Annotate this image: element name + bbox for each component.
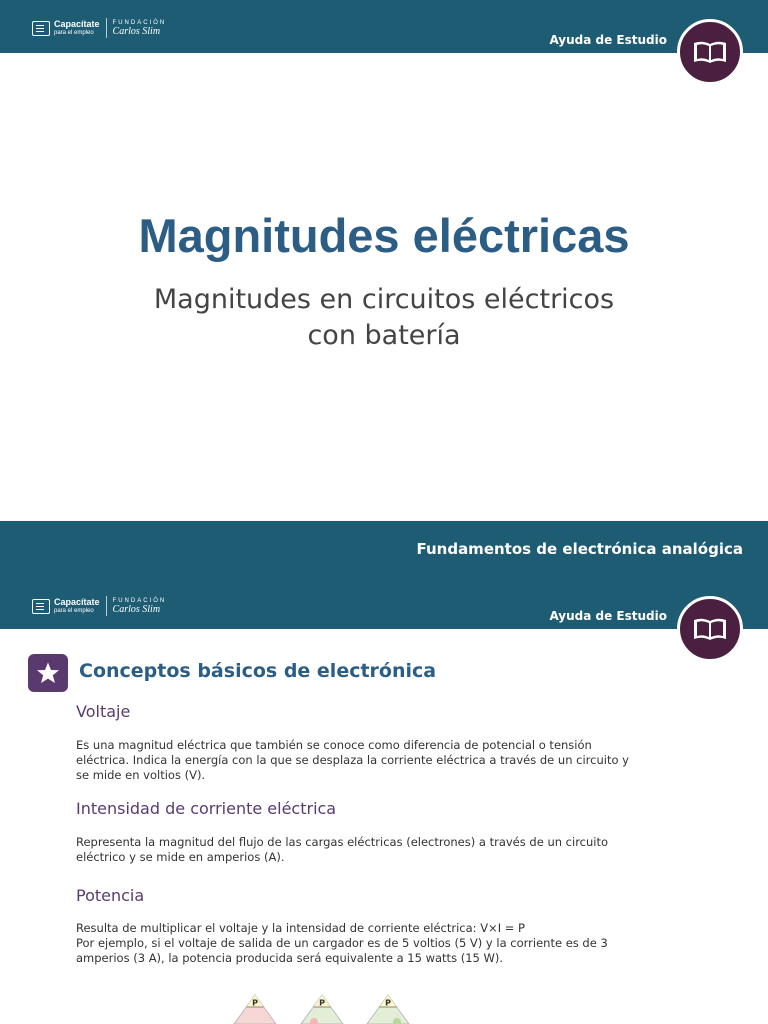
power-triangle-2 bbox=[300, 994, 344, 1024]
course-title: Fundamentos de electrónica analógica bbox=[416, 540, 743, 558]
brand-tagline: para el empleo bbox=[54, 608, 94, 614]
topic-heading-intensidad: Intensidad de corriente eléctrica bbox=[76, 799, 337, 818]
page-subtitle bbox=[0, 282, 768, 354]
topic-text-intensidad bbox=[76, 835, 686, 865]
foundation-name: Carlos Slim bbox=[112, 603, 161, 615]
brand-name: Capacítate bbox=[54, 19, 100, 29]
text-line: se mide en voltios (V). bbox=[76, 768, 206, 782]
book-badge bbox=[677, 19, 743, 85]
subtitle-line-1: Magnitudes en circuitos eléctricos bbox=[153, 284, 615, 315]
study-help-label: Ayuda de Estudio bbox=[549, 33, 667, 47]
open-book-icon bbox=[692, 616, 728, 642]
text-line: amperios (3 A), la potencia producida será equivalente a 15 watts (15 W). bbox=[76, 951, 504, 965]
power-triangle-3 bbox=[366, 994, 410, 1024]
header-bar bbox=[0, 0, 768, 53]
capacitate-logo-icon bbox=[32, 599, 50, 614]
text-line: Por ejemplo, si el voltaje de salida de un cargador es de 5 voltios (5 V) y la corriente es de 3 bbox=[76, 936, 608, 950]
footer-header-bar bbox=[0, 521, 768, 629]
capacitate-logo-icon bbox=[32, 21, 50, 36]
triangle-label-p: P bbox=[319, 998, 325, 1008]
section-icon-box bbox=[28, 654, 68, 692]
brand-tagline: para el empleo bbox=[54, 30, 94, 36]
capacitate-logo bbox=[32, 18, 166, 38]
subtitle-line-2: con batería bbox=[307, 320, 461, 351]
foundation-label: FUNDACIÓN bbox=[112, 19, 167, 26]
capacitate-logo-2 bbox=[32, 596, 166, 616]
logo-divider bbox=[106, 596, 107, 616]
topic-heading-voltaje: Voltaje bbox=[76, 702, 131, 721]
logo-divider bbox=[106, 18, 107, 38]
foundation-name: Carlos Slim bbox=[112, 25, 161, 37]
star-icon bbox=[36, 661, 60, 685]
study-help-label-2: Ayuda de Estudio bbox=[549, 609, 667, 623]
topic-heading-potencia: Potencia bbox=[76, 886, 145, 905]
topic-text-voltaje bbox=[76, 738, 686, 783]
foundation-label: FUNDACIÓN bbox=[112, 597, 167, 604]
book-badge-2 bbox=[677, 596, 743, 662]
text-line: Resulta de multiplicar el voltaje y la intensidad de corriente eléctrica: V×I = P bbox=[76, 921, 525, 935]
triangle-label-p: P bbox=[385, 998, 391, 1008]
brand-name: Capacítate bbox=[54, 597, 100, 607]
section-title: Conceptos básicos de electrónica bbox=[79, 660, 437, 682]
text-line: Representa la magnitud del flujo de las cargas eléctricas (electrones) a través de un circuito bbox=[76, 835, 609, 849]
triangle-label-p: P bbox=[252, 998, 258, 1008]
text-line: eléctrico y se mide en amperios (A). bbox=[76, 850, 285, 864]
text-line: eléctrica. Indica la energía con la que se desplaza la corriente eléctrica a través de un circuito y bbox=[76, 753, 629, 767]
topic-text-potencia bbox=[76, 921, 686, 966]
page-title: Magnitudes eléctricas bbox=[138, 209, 630, 262]
open-book-icon bbox=[692, 39, 728, 65]
text-line: Es una magnitud eléctrica que también se conoce como diferencia de potencial o tensión bbox=[76, 738, 592, 752]
power-triangle-1 bbox=[233, 994, 277, 1024]
